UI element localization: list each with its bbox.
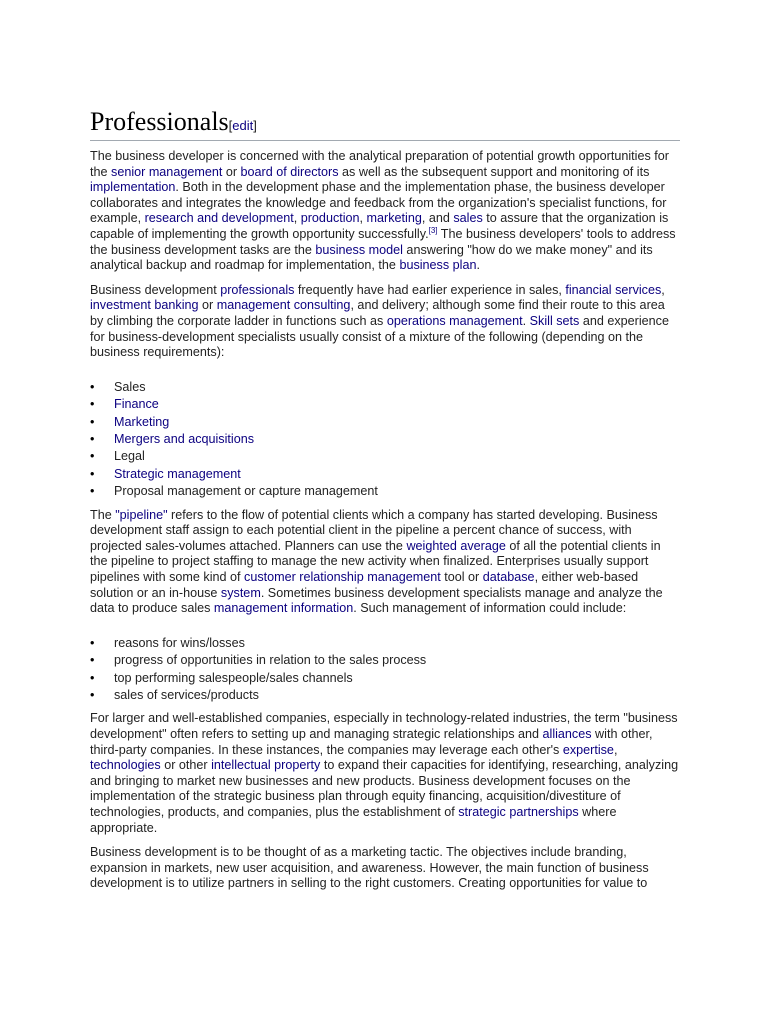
link-business-plan[interactable]: business plan [399, 258, 477, 273]
text: , and [421, 211, 454, 226]
bullet: • [90, 414, 95, 429]
text: or [222, 164, 241, 179]
text: The business developer is concerned with the analytical preparation of potential growth opportunities for the [90, 149, 669, 179]
text: . Sometimes business development specialists manage and analyze the data to produce sales [90, 585, 663, 616]
reference-3[interactable]: [3] [428, 225, 438, 235]
list-item [90, 396, 680, 413]
bullet: • [90, 635, 95, 650]
list-item [90, 483, 680, 500]
link-strategic-management[interactable]: Strategic management [114, 466, 241, 481]
text: to assure that the organization is capable of implementing the growth opportunity successfully. [90, 211, 669, 241]
link-research-and-development[interactable]: research and development [144, 211, 294, 226]
section-heading [90, 108, 680, 141]
bullet: • [90, 670, 95, 685]
text: , [613, 742, 618, 757]
link-sales[interactable]: sales [453, 211, 483, 226]
text: . Such management of information could include: [353, 601, 627, 616]
list-item-text: Sales [114, 379, 146, 394]
list-item [90, 466, 680, 483]
list-item [90, 652, 680, 669]
list-item-text: Legal [114, 449, 145, 464]
list-item-text: progress of opportunities in relation to the sales process [114, 653, 427, 668]
text: to expand their capacities for identifying, researching, analyzing and bringing to market new businesses and new products. Business development focuses on the implementation of the strategic business plan through equity financing, acquisition/divestiture of technologies, products, and companies, plus the establishment of [90, 758, 679, 819]
list-item [90, 448, 680, 465]
link-system[interactable]: system [220, 585, 261, 600]
bullet: • [90, 397, 95, 412]
list-item [90, 379, 680, 396]
link-strategic-partnerships[interactable]: strategic partnerships [458, 804, 579, 819]
link-marketing[interactable]: marketing [366, 211, 422, 226]
list-item-text: reasons for wins/losses [114, 635, 245, 650]
information-list [90, 635, 680, 705]
link-technologies[interactable]: technologies [90, 758, 161, 773]
paragraph-pipeline [90, 508, 680, 617]
text: . Both in the development phase and the implementation phase, the business developer collaborates and integrates the knowledge and feedback from the organization's specialist functions, for example, [90, 180, 667, 226]
link-operations-management[interactable]: operations management [386, 313, 523, 328]
text: For larger and well-established companies, especially in technology-related industries, the term "business development" often refers to setting up and managing strategic relationships and [90, 711, 678, 741]
section-title: Professionals [90, 107, 229, 136]
paragraph-developer-role [90, 149, 680, 274]
bullet: • [90, 431, 95, 446]
edit-bracket-open: [ [228, 118, 233, 133]
list-item [90, 670, 680, 687]
link-board-of-directors[interactable]: board of directors [240, 164, 339, 179]
link-management-consulting[interactable]: management consulting [216, 298, 351, 313]
bullet: • [90, 687, 95, 702]
link-management-information[interactable]: management information [213, 601, 354, 616]
text: with other, third-party companies. In these instances, the companies may leverage each other's [90, 726, 653, 757]
text: refers to the flow of potential clients which a company has started developing. Business development staff assign to each potential client in the pipeline a percent chance of success, with projected sales-volumes attached. Planners can use the [90, 507, 658, 553]
paragraph-professionals [90, 283, 680, 361]
bullet: • [90, 484, 95, 499]
link-business-model[interactable]: business model [315, 242, 403, 257]
text: Business development is to be thought of as a marketing tactic. The objectives include branding, expansion in markets, new user acquisition, and awareness. However, the main function of business development is to utilize partners in selling to the right customers. Creating opportunities for value to [90, 845, 649, 891]
link-mergers-and-acquisitions[interactable]: Mergers and acquisitions [114, 431, 255, 446]
link-finance[interactable]: Finance [114, 397, 159, 412]
link-expertise[interactable]: expertise [562, 742, 614, 757]
text: frequently have had earlier experience in sales, [294, 282, 566, 297]
text: or other [160, 758, 212, 773]
text: . [476, 258, 480, 273]
text: , either web-based solution or an in-house [90, 569, 639, 600]
text: . [522, 313, 530, 328]
list-item [90, 431, 680, 448]
bullet: • [90, 466, 95, 481]
text: , and delivery; although some find their route to this area by climbing the corporate ladder in functions such as [90, 298, 665, 328]
text: The business developers' tools to address the business development tasks are the [90, 226, 676, 257]
text: Business development [90, 282, 221, 297]
edit-bracket-close: ] [253, 118, 257, 133]
link-alliances[interactable]: alliances [542, 726, 592, 741]
text: answering "how do we make money" and its analytical backup and roadmap for implementation, the [90, 242, 653, 273]
paragraph-larger-companies [90, 711, 680, 836]
text: The [90, 507, 116, 522]
bullet: • [90, 379, 95, 394]
article-content [90, 0, 680, 892]
text: of all the potential clients in the pipeline to project staffing to manage the new activity when finalized. Enterprises usually support pipelines with some kind of [90, 538, 661, 584]
link-investment-banking[interactable]: investment banking [90, 298, 199, 313]
link-professionals[interactable]: professionals [220, 282, 295, 297]
link-financial-services[interactable]: financial services [565, 282, 662, 297]
link-senior-management[interactable]: senior management [111, 164, 223, 179]
link-marketing-list[interactable]: Marketing [114, 414, 170, 429]
list-item-text: sales of services/products [114, 687, 259, 702]
text: or [198, 298, 217, 313]
link-weighted-average[interactable]: weighted average [406, 538, 506, 553]
text: tool or [440, 569, 483, 584]
list-item [90, 635, 680, 652]
text: , [661, 282, 665, 297]
link-customer-relationship-management[interactable]: customer relationship management [244, 569, 441, 584]
link-database[interactable]: database [482, 569, 535, 584]
link-intellectual-property[interactable]: intellectual property [211, 758, 321, 773]
edit-link[interactable]: edit [232, 118, 254, 133]
list-item-text: top performing salespeople/sales channels [114, 670, 353, 685]
paragraph-marketing-tactic [90, 845, 680, 892]
link-production[interactable]: production [300, 211, 360, 226]
text: and experience for business-development specialists usually consist of a mixture of the following (depending on the business requirements): [90, 313, 669, 360]
skills-list [90, 379, 680, 501]
text: as well as the subsequent support and monitoring of its [338, 164, 650, 179]
text: , [359, 211, 367, 226]
list-item [90, 687, 680, 704]
list-item [90, 414, 680, 431]
link-skill-sets[interactable]: Skill sets [529, 313, 580, 328]
link-implementation[interactable]: implementation [90, 180, 176, 195]
list-item-text: Proposal management or capture management [114, 484, 378, 499]
bullet: • [90, 449, 95, 464]
text: , [293, 211, 301, 226]
bullet: • [90, 653, 95, 668]
link-pipeline[interactable]: "pipeline" [115, 507, 168, 522]
text: where appropriate. [90, 804, 617, 835]
